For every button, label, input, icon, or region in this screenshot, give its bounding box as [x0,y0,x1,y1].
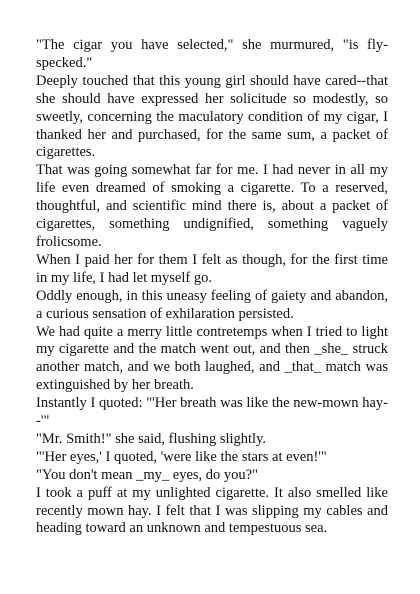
paragraph-5: Oddly enough, in this uneasy feeling of gaiety and abandon, a curious sensation of exhilaration persisted. [36,287,388,322]
paragraph-2: Deeply touched that this young girl should have cared--that she should have expressed her solicitude so modestly, so sweetly, concerning the maculatory condition of my cigar, I thanked her and purchased, for the same sum, a packet of cigarettes. [36,72,388,161]
paragraph-7: Instantly I quoted: "'Her breath was like the new-mown hay--'" [36,395,388,430]
paragraph-8: "Mr. Smith!" she said, flushing slightly. [36,430,267,447]
paragraph-11: I took a puff at my unlighted cigarette. It also smelled like recently mown hay. I felt that I was slipping my cables and heading toward an unknown and tempestuous sea. [36,484,388,537]
paragraph-1: "The cigar you have selected," she murmured, "is fly-specked." [36,37,388,71]
paragraph-10: "You don't mean _my_ eyes, do you?" [36,466,259,483]
document-page [36,37,388,538]
paragraph-9: "'Her eyes,' I quoted, 'were like the stars at even!'" [36,448,327,465]
paragraph-3: That was going somewhat far for me. I had never in all my life even dreamed of smoking a cigarette. To a reserved, thoughtful, and scientific mind there is, about a packet of cigarettes, something undignified, something vaguely frolicsome. [36,162,388,250]
paragraph-6: We had quite a merry little contretemps when I tried to light my cigarette and the match went out, and then _she_ struck another match, and we both laughed, and _that_ match was extinguished by her breath. [36,323,388,394]
paragraph-4: When I paid her for them I felt as though, for the first time in my life, I had let myself go. [36,251,388,286]
